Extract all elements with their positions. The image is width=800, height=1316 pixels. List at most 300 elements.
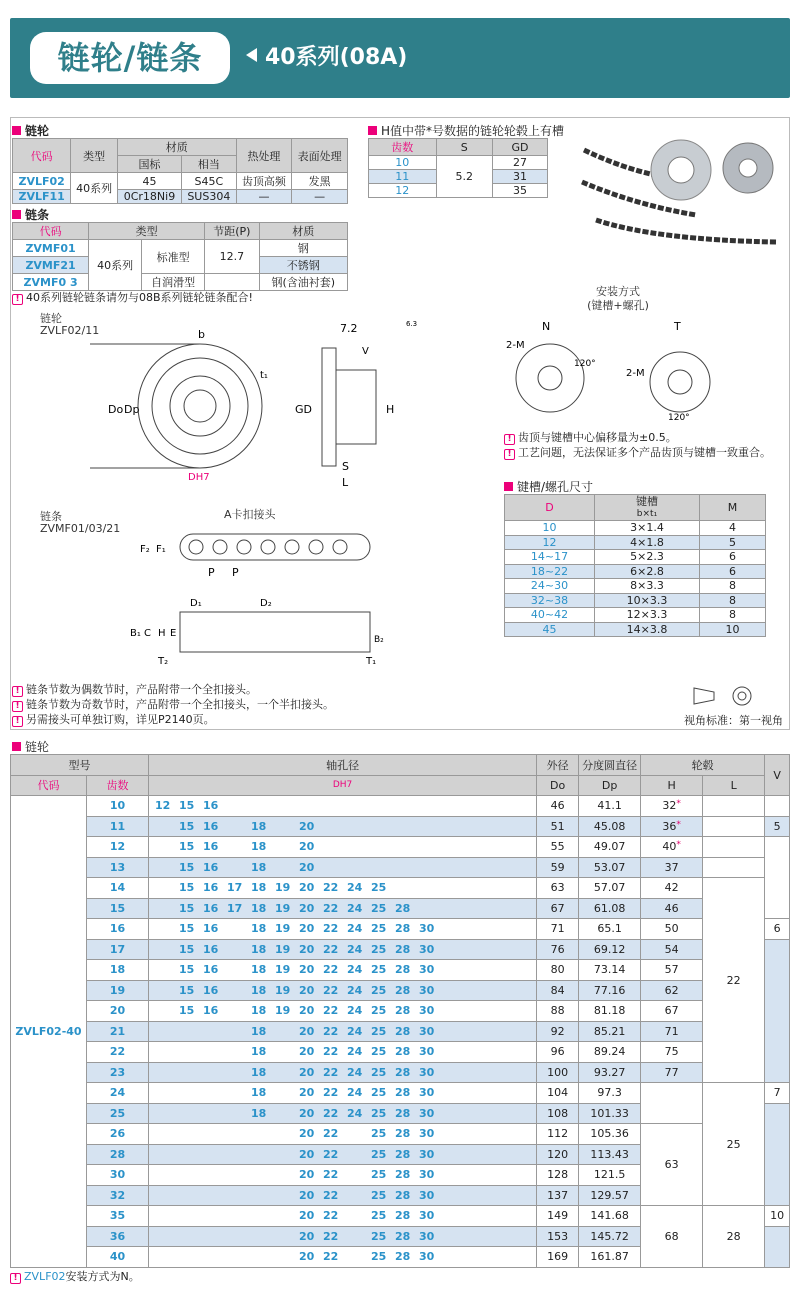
bore-value: 20 xyxy=(299,1004,315,1018)
do-cell: 128 xyxy=(537,1165,579,1186)
square-bullet-icon xyxy=(12,742,21,751)
th-material: 材质 xyxy=(259,223,347,240)
dim-h2: H xyxy=(158,628,166,639)
h-cell: 67 xyxy=(641,1001,703,1022)
bore-cell xyxy=(149,837,537,858)
dp-cell: 69.12 xyxy=(579,939,641,960)
bore-value: 15 xyxy=(179,922,195,936)
th-pcd: 分度圆直径 xyxy=(579,755,641,776)
bore-value: 20 xyxy=(299,901,315,915)
teeth-cell: 10 xyxy=(369,156,437,170)
keyway-size-cell: 14×3.8 xyxy=(595,622,700,637)
bore-value: 20 xyxy=(299,1147,315,1161)
th-v: V xyxy=(765,755,790,796)
code-cell: ZVLF02 xyxy=(13,173,71,190)
code-cell: ZVLF11 xyxy=(13,190,71,204)
h-cell: 42 xyxy=(641,878,703,899)
mount-notes: ! 齿顶与键槽中心偏移量为±0.5。 ! 工艺问题，无法保证多个产品齿顶与键槽一致重合。 xyxy=(504,430,771,460)
l-cell xyxy=(703,837,765,858)
teeth-cell: 23 xyxy=(87,1062,149,1083)
keyway-d-cell: 14~17 xyxy=(505,550,595,565)
h-cell: 62 xyxy=(641,980,703,1001)
v-cell xyxy=(765,1103,790,1206)
dp-cell: 145.72 xyxy=(579,1226,641,1247)
bore-value: 25 xyxy=(371,963,387,977)
series-title: 40系列(08A) xyxy=(246,40,407,71)
keyway-m-cell: 8 xyxy=(700,593,766,608)
bore-value: 28 xyxy=(395,1024,411,1038)
v-cell: 6 xyxy=(765,919,790,940)
bore-value: 28 xyxy=(395,922,411,936)
v-cell xyxy=(765,837,790,919)
bore-value: 20 xyxy=(299,942,315,956)
warning-icon: ! xyxy=(12,686,23,697)
v-cell xyxy=(765,1226,790,1267)
bore-value: 17 xyxy=(227,881,243,895)
table-row xyxy=(11,1042,790,1063)
bore-value: 20 xyxy=(299,1045,315,1059)
do-cell: 169 xyxy=(537,1247,579,1268)
bore-value: 28 xyxy=(395,1168,411,1182)
bore-value: 28 xyxy=(395,1045,411,1059)
teeth-cell: 32 xyxy=(87,1185,149,1206)
teeth-cell: 14 xyxy=(87,878,149,899)
table-row xyxy=(11,1021,790,1042)
bore-value: 25 xyxy=(371,881,387,895)
do-cell: 88 xyxy=(537,1001,579,1022)
bore-value: 20 xyxy=(299,963,315,977)
bore-value: 22 xyxy=(323,1106,339,1120)
keyway-label: 键槽/螺孔尺寸 xyxy=(504,478,593,495)
teeth-cell: 11 xyxy=(369,170,437,184)
dim-e: E xyxy=(170,628,177,639)
bore-value: 22 xyxy=(323,901,339,915)
dim-gd: GD xyxy=(295,403,312,416)
bore-value: 22 xyxy=(323,1127,339,1141)
drawing-chain-label: 链条 xyxy=(40,510,62,523)
bore-value: 28 xyxy=(395,1065,411,1079)
teeth-cell: 13 xyxy=(87,857,149,878)
bore-value: 24 xyxy=(347,922,363,936)
bore-value: 15 xyxy=(179,942,195,956)
th-m: M xyxy=(700,495,766,521)
teeth-cell: 12 xyxy=(369,184,437,198)
mount-n-label: N xyxy=(542,320,551,333)
bore-value: 22 xyxy=(323,1188,339,1202)
teeth-cell: 10 xyxy=(87,796,149,817)
teeth-cell: 22 xyxy=(87,1042,149,1063)
do-cell: 120 xyxy=(537,1144,579,1165)
bore-value: 12 xyxy=(155,799,171,813)
dp-cell: 81.18 xyxy=(579,1001,641,1022)
bore-value: 20 xyxy=(299,922,315,936)
dp-cell: 41.1 xyxy=(579,796,641,817)
bore-cell xyxy=(149,1185,537,1206)
warning-icon: ! xyxy=(504,434,515,445)
bore-value: 22 xyxy=(323,963,339,977)
dim-d1: D₁ xyxy=(190,598,202,609)
bore-value: 20 xyxy=(299,1229,315,1243)
bore-value: 16 xyxy=(203,840,219,854)
do-cell: 59 xyxy=(537,857,579,878)
th-material: 材质 xyxy=(117,139,236,156)
bore-cell xyxy=(149,919,537,940)
keyway-size-cell: 3×1.4 xyxy=(595,521,700,536)
bore-value: 30 xyxy=(419,1045,435,1059)
bore-value: 25 xyxy=(371,1106,387,1120)
th-code: 代码 xyxy=(13,139,71,173)
bore-value: 28 xyxy=(395,1250,411,1264)
bore-value: 16 xyxy=(203,799,219,813)
bore-value: 24 xyxy=(347,983,363,997)
bore-value: 19 xyxy=(275,1004,291,1018)
bore-value: 25 xyxy=(371,1209,387,1223)
teeth-cell: 20 xyxy=(87,1001,149,1022)
teeth-cell: 19 xyxy=(87,980,149,1001)
bore-value: 30 xyxy=(419,1065,435,1079)
bore-value: 15 xyxy=(179,983,195,997)
th-l: L xyxy=(703,775,765,796)
bore-value: 17 xyxy=(227,901,243,915)
keyway-m-cell: 6 xyxy=(700,550,766,565)
keyway-size-cell: 8×3.3 xyxy=(595,579,700,594)
triangle-icon xyxy=(246,48,257,62)
dp-cell: 45.08 xyxy=(579,816,641,837)
th-type: 类型 xyxy=(89,223,205,240)
table-row xyxy=(11,878,790,899)
std-cell: 45 xyxy=(117,173,181,190)
bore-value: 25 xyxy=(371,1024,387,1038)
do-cell: 96 xyxy=(537,1042,579,1063)
bore-value: 22 xyxy=(323,1065,339,1079)
th-heat: 热处理 xyxy=(236,139,292,173)
keyway-size-cell: 5×2.3 xyxy=(595,550,700,565)
bore-value: 20 xyxy=(299,1106,315,1120)
bore-value: 20 xyxy=(299,983,315,997)
dim-t1b: T₁ xyxy=(366,656,377,667)
bore-value: 18 xyxy=(251,1004,267,1018)
bore-value: 20 xyxy=(299,1250,315,1264)
chain-notes: ! 链条节数为偶数节时，产品附带一个全扣接头。 ! 链条节数为奇数节时，产品附带一个全扣接头，一个半扣接头。 ! 另需接头可单独订购，详见P2140页。 xyxy=(12,682,334,727)
bore-value: 25 xyxy=(371,1065,387,1079)
l-cell: 22 xyxy=(703,878,765,1083)
keyway-d-cell: 18~22 xyxy=(505,564,595,579)
bore-value: 22 xyxy=(323,881,339,895)
bore-value: 16 xyxy=(203,860,219,874)
bore-value: 28 xyxy=(395,1147,411,1161)
bore-value: 30 xyxy=(419,1209,435,1223)
mount-angle: 120° xyxy=(574,359,596,369)
code-cell: ZVMF21 xyxy=(13,257,89,274)
s-cell: 5.2 xyxy=(436,156,492,198)
bore-value: 20 xyxy=(299,881,315,895)
bore-value: 16 xyxy=(203,901,219,915)
dim-f2: F₂ xyxy=(140,544,150,555)
bore-value: 24 xyxy=(347,1045,363,1059)
l-cell: 28 xyxy=(703,1206,765,1268)
th-type: 类型 xyxy=(71,139,118,173)
bore-value: 30 xyxy=(419,1106,435,1120)
th-od: 外径 xyxy=(537,755,579,776)
bore-value: 30 xyxy=(419,1004,435,1018)
bore-value: 20 xyxy=(299,860,315,874)
teeth-cell: 36 xyxy=(87,1226,149,1247)
teeth-cell: 28 xyxy=(87,1144,149,1165)
sprocket-spec-label: 链轮 xyxy=(12,122,49,139)
v-cell xyxy=(765,939,790,1083)
bore-value: 20 xyxy=(299,1127,315,1141)
bore-value: 18 xyxy=(251,983,267,997)
bore-value: 18 xyxy=(251,963,267,977)
bore-value: 30 xyxy=(419,942,435,956)
mount-m-label-t: 2-M xyxy=(626,368,645,379)
do-cell: 55 xyxy=(537,837,579,858)
bore-value: 16 xyxy=(203,963,219,977)
dim-h: H xyxy=(386,403,395,416)
bore-value: 30 xyxy=(419,922,435,936)
v-cell xyxy=(765,796,790,817)
bore-value: 25 xyxy=(371,1147,387,1161)
teeth-cell: 24 xyxy=(87,1083,149,1104)
bore-value: 24 xyxy=(347,1106,363,1120)
th-model: 型号 xyxy=(11,755,149,776)
bore-value: 25 xyxy=(371,983,387,997)
chain-spec-label: 链条 xyxy=(12,206,49,223)
dim-b2: B₂ xyxy=(374,635,384,645)
do-cell: 84 xyxy=(537,980,579,1001)
std-cell: 0Cr18Ni9 xyxy=(117,190,181,204)
dp-cell: 61.08 xyxy=(579,898,641,919)
dim-f1: F₁ xyxy=(156,544,166,555)
bore-value: 30 xyxy=(419,1147,435,1161)
table-row xyxy=(11,1124,790,1145)
bore-value: 18 xyxy=(251,840,267,854)
bore-value: 19 xyxy=(275,901,291,915)
keyway-m-cell: 4 xyxy=(700,521,766,536)
dp-cell: 161.87 xyxy=(579,1247,641,1268)
type-cell: 自润滑型 xyxy=(142,274,205,291)
bore-value: 18 xyxy=(251,922,267,936)
bore-value: 20 xyxy=(299,1209,315,1223)
bore-value: 30 xyxy=(419,1168,435,1182)
th-hub: 轮毂 xyxy=(641,755,765,776)
do-cell: 80 xyxy=(537,960,579,981)
code-cell: ZVMF01 xyxy=(13,240,89,257)
do-cell: 112 xyxy=(537,1124,579,1145)
do-cell: 76 xyxy=(537,939,579,960)
keyway-d-cell: 32~38 xyxy=(505,593,595,608)
bore-value: 20 xyxy=(299,1024,315,1038)
bore-value: 25 xyxy=(371,1168,387,1182)
keyway-size-cell: 10×3.3 xyxy=(595,593,700,608)
th-std: 国标 xyxy=(117,156,181,173)
th-s: S xyxy=(436,139,492,156)
teeth-cell: 16 xyxy=(87,919,149,940)
bore-value: 18 xyxy=(251,1065,267,1079)
bore-value: 19 xyxy=(275,922,291,936)
bore-value: 24 xyxy=(347,1086,363,1100)
bore-value: 22 xyxy=(323,1004,339,1018)
table-row xyxy=(11,939,790,960)
mount-t-label: T xyxy=(674,320,681,333)
bore-value: 24 xyxy=(347,901,363,915)
bore-cell xyxy=(149,898,537,919)
teeth-cell: 18 xyxy=(87,960,149,981)
dp-cell: 57.07 xyxy=(579,878,641,899)
bore-value: 18 xyxy=(251,1086,267,1100)
dp-cell: 65.1 xyxy=(579,919,641,940)
bore-value: 28 xyxy=(395,942,411,956)
h-cell: 46 xyxy=(641,898,703,919)
do-cell: 63 xyxy=(537,878,579,899)
bore-value: 25 xyxy=(371,901,387,915)
keyway-size-cell: 6×2.8 xyxy=(595,564,700,579)
bore-cell xyxy=(149,1206,537,1227)
bore-value: 19 xyxy=(275,963,291,977)
dp-cell: 105.36 xyxy=(579,1124,641,1145)
warning-icon: ! xyxy=(12,294,23,305)
drawing-frame xyxy=(10,117,790,730)
bore-value: 15 xyxy=(179,901,195,915)
keyway-d-cell: 10 xyxy=(505,521,595,536)
dim-t2: T₂ xyxy=(158,656,169,667)
bore-value: 28 xyxy=(395,1106,411,1120)
table-row xyxy=(11,1206,790,1227)
bore-value: 28 xyxy=(395,1127,411,1141)
dim-b1: B₁ xyxy=(130,628,141,639)
dp-cell: 101.33 xyxy=(579,1103,641,1124)
drawing-sprocket-codes: ZVLF02/11 xyxy=(40,324,100,337)
main-table xyxy=(10,754,790,1268)
bore-cell xyxy=(149,960,537,981)
keyway-d-cell: 12 xyxy=(505,535,595,550)
bore-value: 18 xyxy=(251,1106,267,1120)
keyway-m-cell: 10 xyxy=(700,622,766,637)
h-cell: 36* xyxy=(641,816,703,837)
footer-note: ! ZVLF02安装方式为N。 xyxy=(10,1268,140,1284)
teeth-cell: 21 xyxy=(87,1021,149,1042)
bore-value: 30 xyxy=(419,1086,435,1100)
dp-cell: 85.21 xyxy=(579,1021,641,1042)
dp-cell: 141.68 xyxy=(579,1206,641,1227)
bore-cell xyxy=(149,1124,537,1145)
h-cell xyxy=(641,1083,703,1124)
drawing-sprocket-label: 链轮 xyxy=(40,312,62,325)
keyway-m-cell: 8 xyxy=(700,608,766,623)
bore-value: 18 xyxy=(251,881,267,895)
warning-icon: ! xyxy=(10,1273,21,1284)
bore-value: 24 xyxy=(347,942,363,956)
bore-value: 15 xyxy=(179,881,195,895)
h-cell: 68 xyxy=(641,1206,703,1268)
bore-value: 22 xyxy=(323,1209,339,1223)
bore-value: 28 xyxy=(395,1188,411,1202)
bore-value: 18 xyxy=(251,860,267,874)
do-cell: 51 xyxy=(537,816,579,837)
dim-b: b xyxy=(198,328,205,341)
chain-warning: ! 40系列链轮链条请勿与08B系列链轮链条配合! xyxy=(12,289,253,305)
surface-cell: — xyxy=(292,190,348,204)
bore-value: 20 xyxy=(299,840,315,854)
bore-value: 20 xyxy=(299,819,315,833)
do-cell: 137 xyxy=(537,1185,579,1206)
bore-value: 22 xyxy=(323,922,339,936)
bore-value: 22 xyxy=(323,1250,339,1264)
bore-value: 18 xyxy=(251,901,267,915)
warning-icon: ! xyxy=(12,716,23,727)
dim-do: Do xyxy=(108,403,124,416)
bore-value: 24 xyxy=(347,1024,363,1038)
material-cell: 钢(含油衬套) xyxy=(259,274,347,291)
do-cell: 67 xyxy=(537,898,579,919)
bore-value: 16 xyxy=(203,922,219,936)
h-cell: 77 xyxy=(641,1062,703,1083)
table-row xyxy=(11,960,790,981)
bore-cell xyxy=(149,857,537,878)
th-bore: 轴孔径 xyxy=(149,755,537,776)
material-cell: 不锈钢 xyxy=(259,257,347,274)
bore-cell xyxy=(149,1103,537,1124)
warning-icon: ! xyxy=(504,449,515,460)
th-h: H xyxy=(641,775,703,796)
bore-value: 16 xyxy=(203,881,219,895)
bore-cell xyxy=(149,816,537,837)
dp-cell: 53.07 xyxy=(579,857,641,878)
th-code: 代码 xyxy=(11,775,87,796)
bore-value: 20 xyxy=(299,1086,315,1100)
bore-value: 25 xyxy=(371,942,387,956)
bore-cell xyxy=(149,1021,537,1042)
dim-v: V xyxy=(362,346,369,357)
dp-cell: 129.57 xyxy=(579,1185,641,1206)
h-table-label: H值中带*号数据的链轮轮毂上有槽 xyxy=(368,122,564,139)
bore-cell xyxy=(149,878,537,899)
bore-value: 28 xyxy=(395,901,411,915)
keyway-d-cell: 45 xyxy=(505,622,595,637)
th-surface: 表面处理 xyxy=(292,139,348,173)
keyway-d-cell: 40~42 xyxy=(505,608,595,623)
h-cell: 54 xyxy=(641,939,703,960)
bore-value: 25 xyxy=(371,1127,387,1141)
table-row xyxy=(11,898,790,919)
table-row xyxy=(11,980,790,1001)
main-table-label: 链轮 xyxy=(12,738,49,755)
bore-value: 15 xyxy=(179,799,195,813)
bore-value: 18 xyxy=(251,819,267,833)
bore-cell xyxy=(149,1062,537,1083)
teeth-cell: 26 xyxy=(87,1124,149,1145)
heat-cell: — xyxy=(236,190,292,204)
bore-value: 20 xyxy=(299,1168,315,1182)
th-code: 代码 xyxy=(13,223,89,240)
h-cell: 57 xyxy=(641,960,703,981)
bore-cell xyxy=(149,1226,537,1247)
do-cell: 149 xyxy=(537,1206,579,1227)
warning-icon: ! xyxy=(12,701,23,712)
surface-cell: 发黑 xyxy=(292,173,348,190)
bore-cell xyxy=(149,1001,537,1022)
bore-value: 22 xyxy=(323,1229,339,1243)
table-row xyxy=(11,1062,790,1083)
bore-value: 25 xyxy=(371,1086,387,1100)
bore-value: 15 xyxy=(179,1004,195,1018)
bore-value: 19 xyxy=(275,942,291,956)
teeth-cell: 25 xyxy=(87,1103,149,1124)
th-teeth: 齿数 xyxy=(369,139,437,156)
h-cell: 40* xyxy=(641,837,703,858)
teeth-cell: 40 xyxy=(87,1247,149,1268)
series-cell: 40系列 xyxy=(89,240,142,291)
